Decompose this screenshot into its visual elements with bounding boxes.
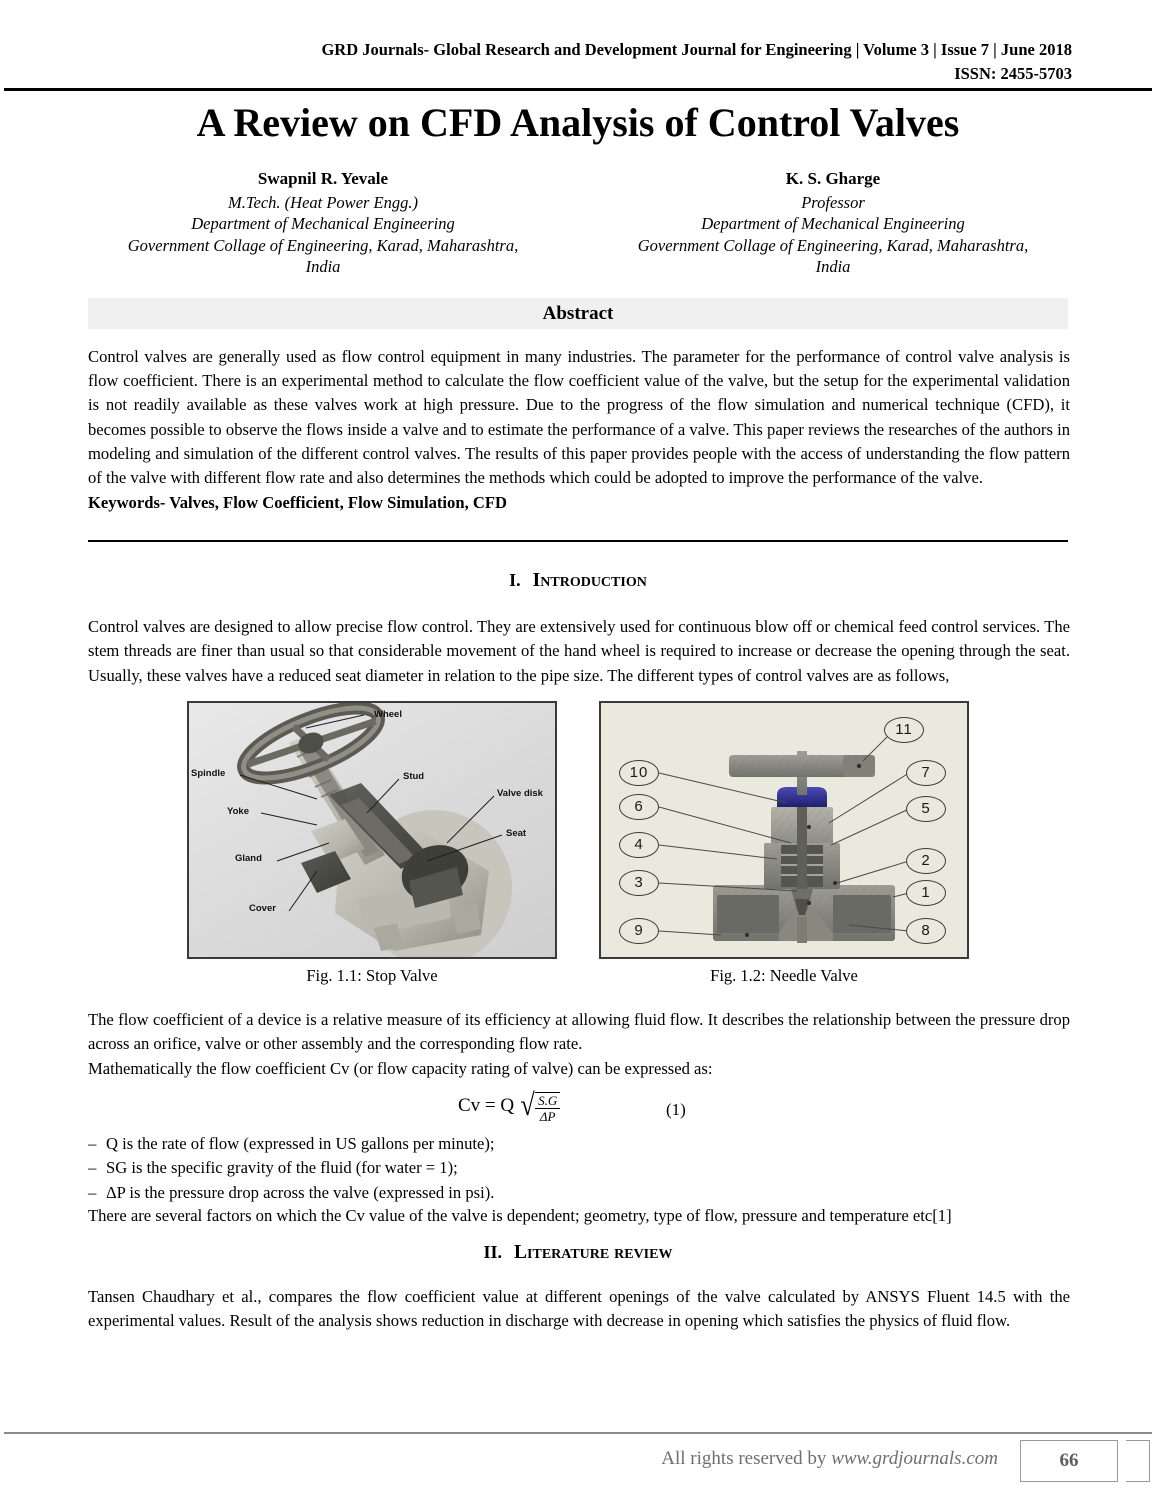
list-dash: –	[88, 1158, 97, 1178]
equation-lhs: Cv = Q	[458, 1095, 515, 1116]
figure-callout-5: 5	[906, 796, 946, 822]
page-number-box	[1020, 1440, 1118, 1482]
page-number: 66	[1059, 1450, 1079, 1471]
abstract-heading-band	[88, 298, 1068, 329]
figure-callout-10: 10	[619, 760, 659, 786]
author-title: Professor	[801, 192, 865, 212]
journal-header	[0, 38, 1156, 86]
list-item	[88, 1132, 1070, 1156]
list-item	[88, 1181, 1070, 1205]
literature-review-paragraph: Tansen Chaudhary et al., compares the flow coefficient value at different openings of the valve calculated by ANSYS Fluent 14.5 with the experimental values. Result of the analysis shows reduction in discharge with decrease in opening which satisfies the physics of fluid flow.	[88, 1287, 1070, 1331]
author-institution: Government Collage of Engineering, Karad, Maharashtra,	[637, 235, 1029, 255]
page-footer	[0, 1440, 1156, 1486]
figure-label-seat: Seat	[506, 828, 527, 839]
section-numeral: II.	[483, 1242, 503, 1262]
page-title: A Review on CFD Analysis of Control Valves	[196, 100, 960, 145]
journal-header-line: GRD Journals- Global Research and Development Journal for Engineering | Volume 3 | Issue 7 | June 2018	[321, 40, 1072, 59]
figure-row	[187, 701, 969, 986]
author-block	[88, 168, 1068, 278]
figure-1-1-image	[187, 701, 557, 959]
equation-row	[88, 1088, 1070, 1136]
author-department: Department of Mechanical Engineering	[701, 214, 965, 233]
section-heading-introduction	[0, 570, 1156, 592]
figure-label-wheel: Wheel	[374, 709, 402, 720]
section-title: Literature review	[514, 1242, 673, 1263]
square-root-icon: √ $\frac{S.G}{\Delta P}$	[519, 1088, 560, 1124]
author-entry-1	[88, 168, 558, 278]
abstract-divider	[88, 540, 1068, 542]
figure-callout-9: 9	[619, 918, 659, 944]
flow-coefficient-paragraphs	[88, 1008, 1070, 1081]
figure-callout-1: 1	[906, 880, 946, 906]
definition-q: Q is the rate of flow (expressed in US gallons per minute);	[106, 1134, 495, 1153]
footer-divider	[4, 1432, 1152, 1434]
figure-label-cover: Cover	[249, 903, 276, 914]
figure-callout-3: 3	[619, 870, 659, 896]
figure-label-gland: Gland	[235, 853, 262, 864]
author-country: India	[305, 257, 341, 276]
author-degree: M.Tech. (Heat Power Engg.)	[227, 192, 419, 212]
list-item	[88, 1156, 1070, 1180]
figure-callout-6: 6	[619, 794, 659, 820]
header-divider	[4, 88, 1152, 91]
page-number-box-edge	[1126, 1440, 1150, 1482]
abstract-text: Control valves are generally used as flow control equipment in many industries. The parameter for the performance of control valve analysis is flow coefficient. There is an experimental method to calculate the flow coefficient value of the valve, but the setup for the experimental validation is not readily available as these valves work at high pressure. Due to the progress of the flow simulation and numerical technique (CFD), it becomes possible to observe the flows inside a valve and to estimate the performance of a valve. This paper reviews the researches of the authors in modeling and simulation of the different control valves. The results of this paper provides people with the access of understanding the flow pattern of the valve with different flow rate and also determines the methods which could be adopted to improve the performance of the valve.	[88, 347, 1070, 488]
keywords-line: Keywords- Valves, Flow Coefficient, Flow Simulation, CFD	[88, 493, 507, 513]
figure-1-2-caption: Fig. 1.2: Needle Valve	[710, 966, 858, 985]
footer-rights	[661, 1448, 998, 1470]
figure-1-2-image	[599, 701, 969, 959]
flow-coefficient-closing: There are several factors on which the Cv value of the valve is dependent; geometry, type of flow, pressure and temperature etc[1]	[88, 1206, 952, 1225]
equation-number: (1)	[666, 1100, 686, 1119]
figure-label-stud: Stud	[403, 771, 425, 782]
figure-1-1-caption: Fig. 1.1: Stop Valve	[306, 966, 438, 985]
figure-needle-valve	[599, 701, 969, 986]
author-country: India	[815, 257, 851, 276]
equation-denominator: ΔP	[539, 1109, 556, 1124]
flow-coefficient-paragraph-1: The flow coefficient of a device is a relative measure of its efficiency at allowing fluid flow. It describes the relationship between the pressure drop across an orifice, valve or other assembly and the corresponding flow rate.	[88, 1010, 1070, 1054]
section-numeral: I.	[509, 570, 521, 590]
author-name: K. S. Gharge	[785, 169, 881, 188]
footer-site-link[interactable]: www.grdjournals.com	[831, 1448, 998, 1469]
flow-coefficient-paragraph-2: Mathematically the flow coefficient Cv (or flow capacity rating of valve) can be expressed as:	[88, 1058, 713, 1078]
introduction-paragraph: Control valves are designed to allow precise flow control. They are extensively used for continuous blow off or chemical feed control services. The stem threads are finer than usual so that considerable movement of the hand wheel is required to increase or decrease the opening through the seat. Usually, these valves have a reduced seat diameter in relation to the pipe size. The different types of control valves are as follows,	[88, 617, 1070, 685]
list-dash: –	[88, 1134, 97, 1153]
figure-callout-7: 7	[906, 760, 946, 786]
flow-coefficient-equation	[458, 1088, 560, 1124]
list-dash: –	[88, 1182, 97, 1202]
equation-definition-list	[88, 1132, 1070, 1205]
footer-rights-prefix: All rights reserved by	[661, 1448, 832, 1469]
equation-numerator: S.G	[535, 1093, 560, 1109]
section-title: Introduction	[532, 570, 647, 591]
figure-stop-valve	[187, 701, 557, 986]
figure-callout-11: 11	[884, 717, 924, 743]
definition-sg: SG is the specific gravity of the fluid (for water = 1);	[106, 1158, 458, 1178]
figure-callout-4: 4	[619, 832, 659, 858]
abstract-body	[88, 345, 1070, 515]
definition-dp: ΔP is the pressure drop across the valve (expressed in psi).	[106, 1182, 495, 1202]
author-name: Swapnil R. Yevale	[257, 169, 389, 188]
abstract-heading: Abstract	[542, 303, 614, 324]
author-entry-2	[598, 168, 1068, 278]
figure-label-valve-disk: Valve disk	[497, 788, 543, 799]
author-department: Department of Mechanical Engineering	[191, 214, 455, 233]
figure-callout-8: 8	[906, 918, 946, 944]
journal-issn: ISSN: 2455-5703	[954, 64, 1072, 83]
section-heading-literature-review	[0, 1242, 1156, 1264]
figure-callout-2: 2	[906, 848, 946, 874]
stop-valve-illustration	[189, 703, 555, 957]
figure-label-spindle: Spindle	[191, 768, 226, 779]
figure-label-yoke: Yoke	[227, 806, 250, 817]
author-institution: Government Collage of Engineering, Karad, Maharashtra,	[127, 235, 519, 255]
